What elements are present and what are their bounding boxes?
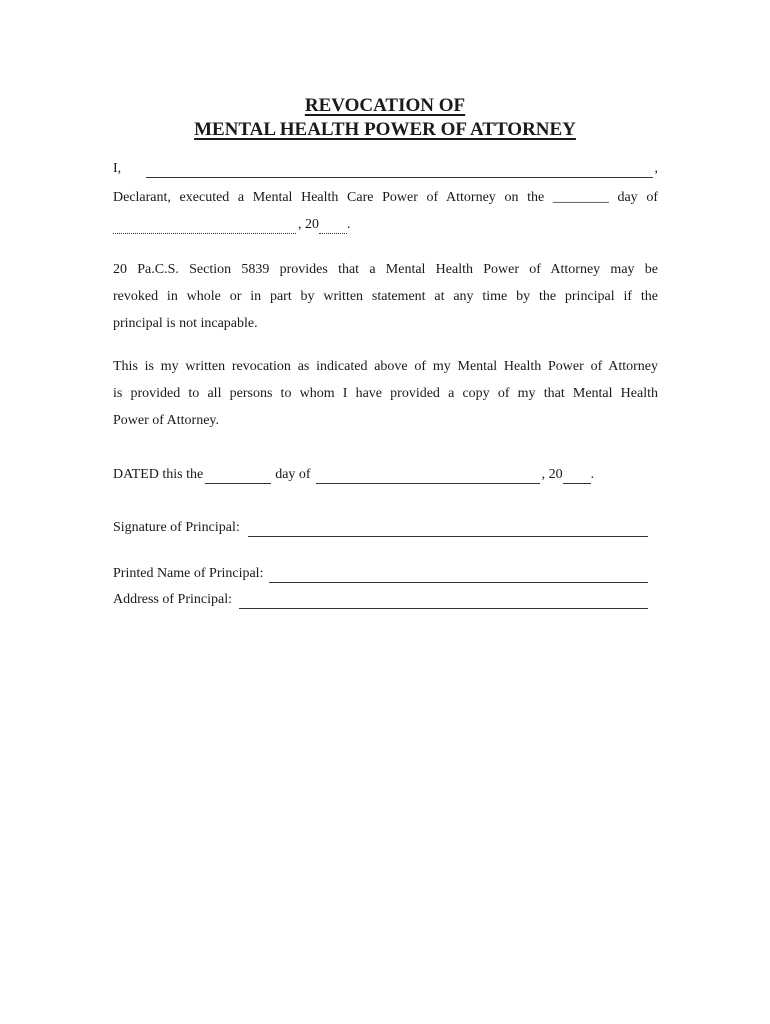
- execution-month-field[interactable]: [113, 220, 296, 234]
- statute-paragraph-line2: revoked in whole or in part by written statement at any time by the principal if the: [113, 289, 658, 304]
- revocation-paragraph-line2: is provided to all persons to whom I have provided a copy of my that Mental Health: [113, 386, 658, 401]
- execution-year-prefix: , 20: [298, 217, 319, 232]
- declarant-execution-line: Declarant, executed a Mental Health Care Power of Attorney on the ________ day of: [113, 190, 658, 205]
- document-title-line1: REVOCATION OF: [304, 95, 466, 116]
- declarant-suffix: ,: [654, 161, 658, 176]
- dated-day-of-label: day of: [275, 467, 311, 482]
- execution-year-suffix: .: [347, 217, 351, 232]
- dated-year-suffix: .: [590, 467, 595, 482]
- declarant-date-line: [113, 216, 658, 234]
- printed-name-line: [113, 565, 650, 583]
- revocation-paragraph-line3: Power of Attorney.: [113, 413, 220, 428]
- printed-name-label: Printed Name of Principal:: [113, 566, 264, 581]
- printed-name-field[interactable]: [269, 569, 648, 583]
- dated-day-field[interactable]: [205, 470, 271, 484]
- statute-paragraph-line3: principal is not incapable.: [113, 316, 258, 331]
- address-field[interactable]: [239, 595, 648, 609]
- signature-line: [113, 519, 650, 537]
- statute-paragraph-line1: 20 Pa.C.S. Section 5839 provides that a Mental Health Power of Attorney may be: [113, 262, 658, 277]
- dated-year-prefix: , 20: [541, 467, 563, 482]
- dated-label: DATED this the: [113, 467, 204, 482]
- dated-year-field[interactable]: [563, 470, 591, 484]
- dated-month-field[interactable]: [316, 470, 540, 484]
- declarant-name-field[interactable]: [146, 164, 652, 178]
- dated-line: [113, 466, 658, 484]
- revocation-paragraph-line1: This is my written revocation as indicated above of my Mental Health Power of Attorney: [113, 359, 658, 374]
- execution-year-field[interactable]: [319, 220, 347, 234]
- declarant-name-line: [113, 160, 658, 178]
- address-line: [113, 591, 650, 609]
- document-title-line2: MENTAL HEALTH POWER OF ATTORNEY: [194, 119, 576, 140]
- declarant-prefix: I,: [113, 161, 122, 176]
- signature-field[interactable]: [248, 523, 648, 537]
- address-label: Address of Principal:: [113, 592, 232, 607]
- signature-label: Signature of Principal:: [113, 520, 240, 535]
